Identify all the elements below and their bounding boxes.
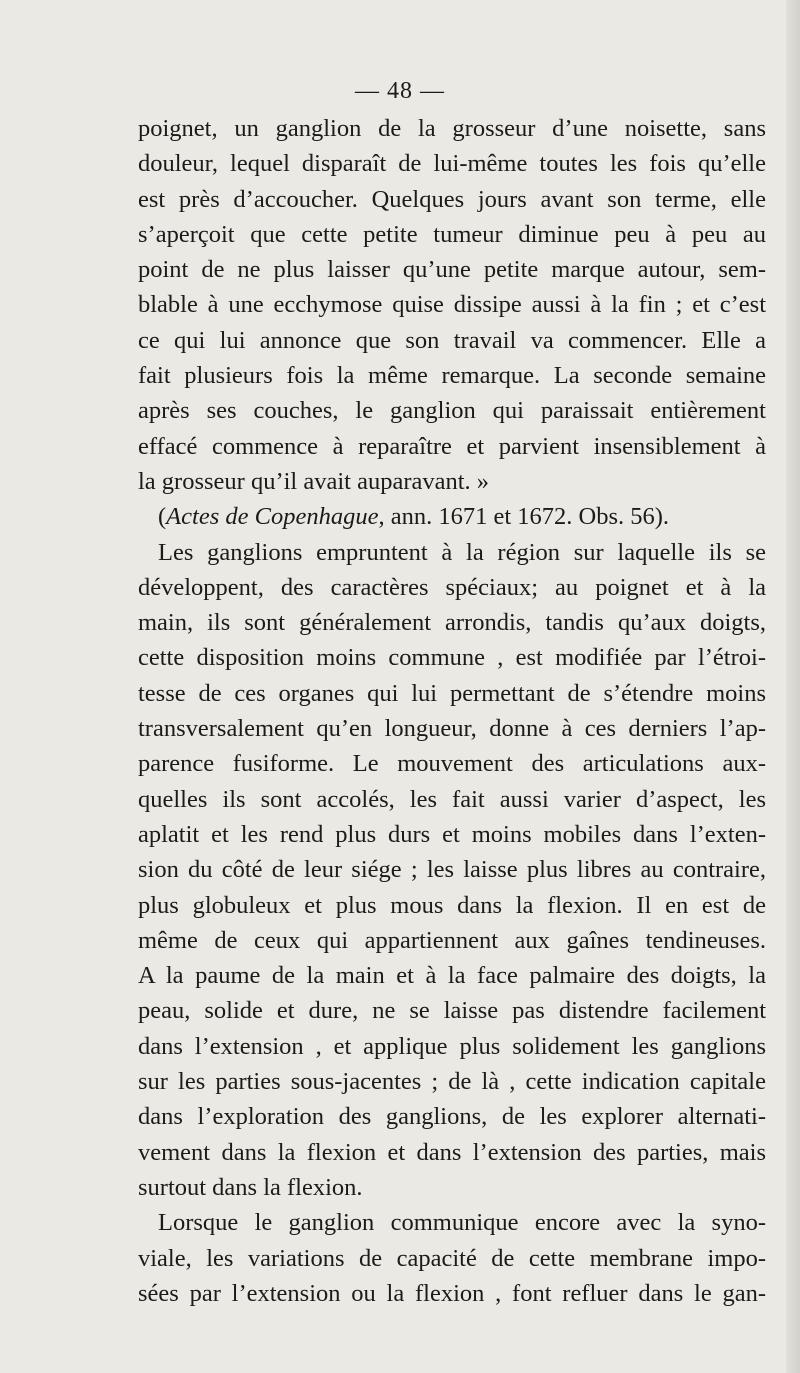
text-line: tesse de ces organes qui lui permettant de s’étendre moins [138,679,766,707]
text-line: la grosseur qu’il avait auparavant. » [138,467,490,495]
text-line: sion du côté de leur siége ; les laisse plus libres au contraire, [138,856,766,884]
text-line: après ses couches, le ganglion qui paraissait entièrement [138,397,766,425]
text-line: est près d’accoucher. Quelques jours avant son terme, elle [138,185,766,213]
text-line: Les ganglions empruntent à la région sur laquelle ils se [158,538,766,566]
text-line: quelles ils sont accolés, les fait aussi varier d’aspect, les [138,785,766,813]
text-line: blable à une ecchymose quise dissipe aussi à la fin ; et c’est [138,291,766,319]
text-line: sur les parties sous-jacentes ; de là , cette indication capitale [138,1068,766,1096]
text-line: dans l’exploration des ganglions, de les explorer alternati- [138,1103,766,1131]
text-line: surtout dans la flexion. [138,1173,363,1201]
text-line: douleur, lequel disparaît de lui-même toutes les fois qu’elle [138,150,766,178]
text-line: développent, des caractères spéciaux; au poignet et à la [138,573,766,601]
page-edge-shadow [786,0,800,1373]
text-line: aplatit et les rend plus durs et moins mobiles dans l’exten- [138,820,766,848]
text-line: A la paume de la main et à la face palmaire des doigts, la [138,962,766,990]
text-line: même de ceux qui appartiennent aux gaînes tendineuses. [138,926,766,954]
text-line: s’aperçoit que cette petite tumeur diminue peu à peu au [138,220,766,248]
text-line: ce qui lui annonce que son travail va commencer. Elle a [138,326,766,354]
text-line: transversalement qu’en longueur, donne à ces derniers l’ap- [138,715,766,743]
text-line: Lorsque le ganglion communique encore avec la syno- [158,1209,766,1237]
text-line: sées par l’extension ou la flexion , font refluer dans le gan- [138,1279,766,1307]
text-line: peau, solide et dure, ne se laisse pas distendre facilement [138,997,766,1025]
citation-details: , ann. 1671 et 1672. Obs. 56). [378,503,670,531]
text-line: effacé commence à reparaître et parvient insensiblement à [138,432,766,460]
page-number: — 48 — [355,78,445,104]
text-line: parence fusiforme. Le mouvement des articulations aux- [138,750,766,778]
text-line: viale, les variations de capacité de cette membrane impo- [138,1244,766,1272]
citation-title: Actes de Copenhague [166,503,379,531]
text-line [138,499,766,534]
citation-open: ( [158,503,167,531]
text-line: dans l’extension , et applique plus solidement les ganglions [138,1032,766,1060]
text-line: poignet, un ganglion de la grosseur d’une noisette, sans [138,115,766,142]
text-line: fait plusieurs fois la même remarque. La seconde semaine [138,362,766,390]
text-line: cette disposition moins commune , est modifiée par l’étroi- [138,644,766,672]
text-line: main, ils sont généralement arrondis, tandis qu’aux doigts, [138,609,766,637]
body-text [138,111,766,1311]
text-line: vement dans la flexion et dans l’extension des parties, mais [138,1138,766,1166]
text-line: plus globuleux et plus mous dans la flexion. Il en est de [138,891,766,919]
text-line: point de ne plus laisser qu’une petite marque autour, sem- [138,256,766,284]
